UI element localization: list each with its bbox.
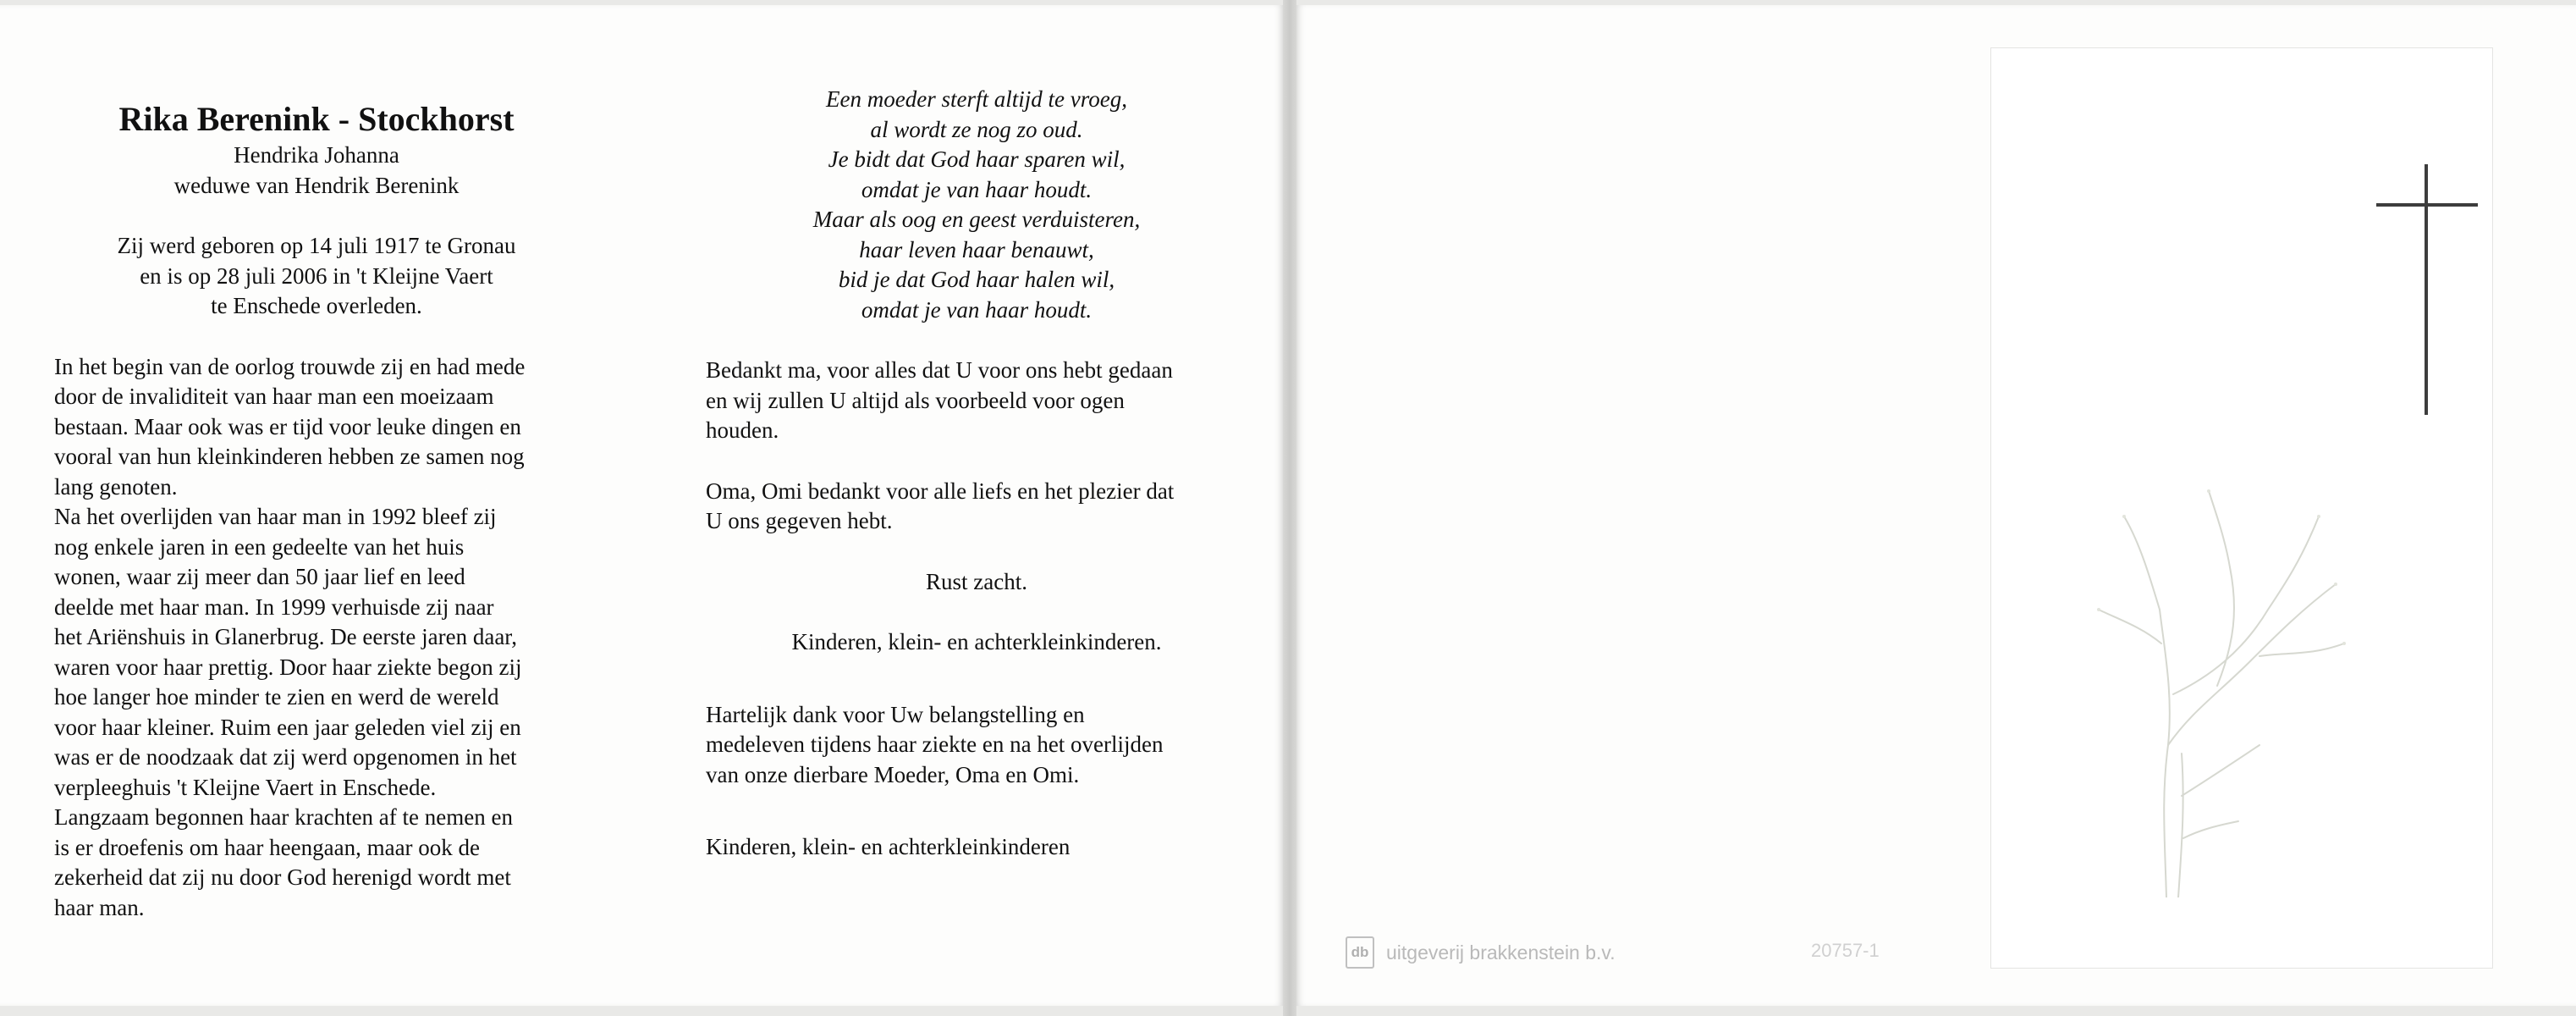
publisher-name: uitgeverij brakkenstein b.v.	[1386, 941, 1616, 964]
birth-death-text: Zij werd geboren op 14 juli 1917 te Gronau en is op 28 juli 2006 in 't Kleijne Vaert te Enschede overleden.	[117, 233, 516, 318]
tree-icon	[2090, 440, 2361, 897]
memorial-poem: Een moeder sterft altijd te vroeg, al wordt ze nog zo oud. Je bidt dat God haar sparen wil, omdat je van haar houdt. Maar als oog en geest verduisteren, haar leven haar benauwt, bid je dat God haar halen wil, omdat je van haar houdt.	[812, 86, 1141, 323]
given-names: Hendrika Johanna	[234, 142, 399, 168]
right-column	[706, 85, 1247, 863]
deceased-name: Rika Berenink - Stockhorst	[118, 100, 515, 138]
thanks-ma-text: Bedankt ma, voor alles dat U voor ons hebt gedaan en wij zullen U altijd als voorbeeld voor ogen houden.	[706, 357, 1173, 443]
biography-text: In het begin van de oorlog trouwde zij en had mede door de invaliditeit van haar man een moeizaam bestaan. Maar ook was er tijd voor leuke dingen en vooral van hun kleinkinderen hebben ze samen nog lang genoten. Na het overlijden van haar man in 1992 bleef zij nog enkele jaren in een gedeelte van het huis wonen, waar zij meer dan 50 jaar lief en leed deelde met haar man. In 1999 verhuisde zij naar het Ariënshuis in Glanerbrug. De eerste jaren daar, waren voor haar prettig. Door haar ziekte begon zij hoe langer hoe minder te zien en werd de wereld voor haar kleiner. Ruim een jaar geleden viel zij en was er de noodzaak dat zij werd opgenomen in het verpleeghuis 't Kleijne Vaert in Enschede. Langzaam begonnen haar krachten af te nemen en is er droefenis om haar heengaan, maar ook de zekerheid dat zij nu door God herenigd wordt met haar man.	[54, 353, 526, 920]
rest-in-peace: Rust zacht.	[926, 568, 1027, 594]
gratitude-text: Hartelijk dank voor Uw belangstelling en medeleven tijdens haar ziekte en na het overlijden van onze dierbare Moeder, Oma en Omi.	[706, 701, 1164, 787]
signature-family-1: Kinderen, klein- en achterkleinkinderen.	[791, 629, 1162, 654]
signature-family-2: Kinderen, klein- en achterkleinkinderen	[706, 834, 1071, 859]
widow-of: weduwe van Hendrik Berenink	[173, 172, 460, 198]
publisher-imprint	[1346, 936, 1616, 969]
print-code: 20757-1	[1811, 940, 1880, 961]
page-fold	[1283, 0, 1296, 1016]
left-column	[54, 98, 596, 923]
cross-icon	[2376, 164, 2478, 415]
publisher-logo-icon: db	[1346, 936, 1374, 969]
thanks-oma-text: Oma, Omi bedankt voor alle liefs en het plezier dat U ons gegeven hebt.	[706, 478, 1175, 533]
